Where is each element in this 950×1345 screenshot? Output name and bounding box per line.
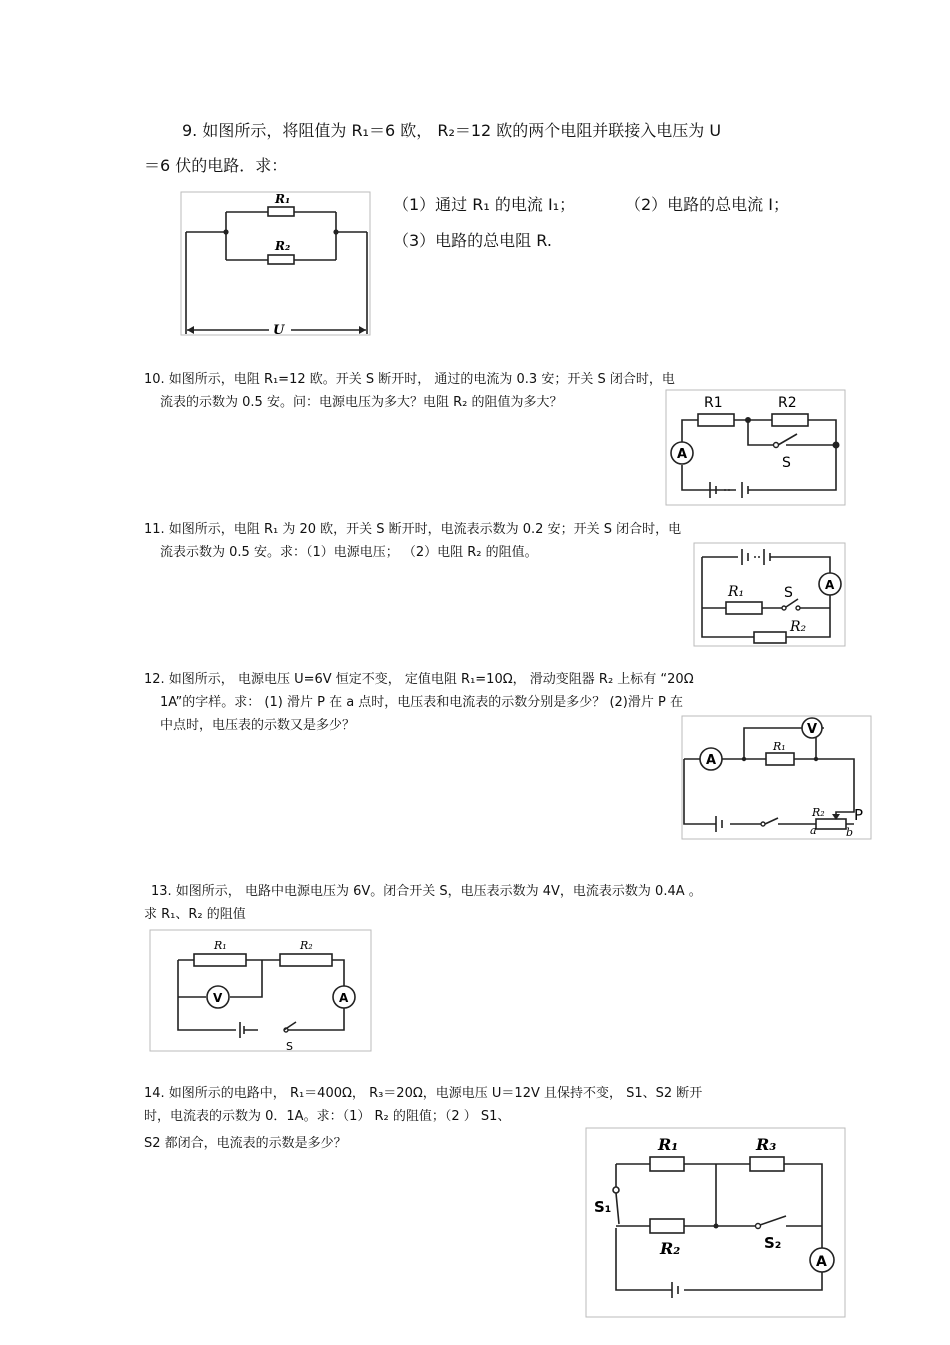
- q12-line3: 中点时，电压表的示数又是多少？: [160, 718, 356, 733]
- q13-ammeter-label: A: [339, 991, 349, 1005]
- q12-ammeter-label: A: [706, 753, 717, 768]
- q9-sub3: （3）电路的总电阻 R.: [393, 231, 552, 250]
- q13-label-s: S: [286, 1040, 293, 1053]
- q14-line2: 时，电流表的示数为 0．1A。求：（1） R₂ 的阻值；（2 ） S1、: [144, 1109, 511, 1124]
- q14-label-r3: R₃: [756, 1135, 777, 1154]
- q11-label-r2: R₂: [790, 619, 807, 635]
- q14-label-s1: S₁: [594, 1198, 612, 1216]
- q10-circuit-diagram: [666, 390, 846, 506]
- q14-label-r2: R₂: [660, 1239, 681, 1258]
- q14-label-s2: S₂: [764, 1234, 782, 1252]
- q10-label-s: S: [782, 455, 791, 471]
- q14-label-r1: R₁: [658, 1135, 679, 1154]
- q11-line2: 流表示数为 0.5 安。求：（1）电源电压； （2）电阻 R₂ 的阻值。: [160, 545, 538, 560]
- q9-sub2: （2）电路的总电流 I；: [625, 195, 789, 214]
- q14-line3: S2 都闭合，电流表的示数是多少？: [144, 1136, 347, 1151]
- q14-line1: 14. 如图所示的电路中， R₁＝400Ω， R₃＝20Ω，电源电压 U＝12V 且保持不变， S1、S2 断开: [144, 1086, 703, 1101]
- q13-line2: 求 R₁、R₂ 的阻值: [144, 907, 246, 922]
- q11-label-r1: R₁: [728, 584, 745, 600]
- q12-label-b: b: [846, 826, 854, 839]
- q12-label-r1: R₁: [773, 740, 786, 753]
- q12-label-a: a: [810, 824, 817, 837]
- q11-line1: 11. 如图所示，电阻 R₁ 为 20 欧，开关 S 断开时，电流表示数为 0.2 安；开关 S 闭合时，电: [144, 522, 682, 537]
- q13-label-r1: R₁: [214, 939, 227, 952]
- q10-label-r2: R2: [778, 395, 797, 411]
- q13-voltmeter-label: V: [213, 991, 223, 1005]
- q11-ammeter-label: A: [825, 578, 835, 592]
- q9-circuit-diagram: [181, 192, 371, 336]
- q12-line1: 12. 如图所示， 电源电压 U=6V 恒定不变， 定值电阻 R₁=10Ω， 滑动变阻器 R₂ 上标有 “20Ω: [144, 672, 694, 687]
- q9-line1: 9. 如图所示，将阻值为 R₁＝6 欧， R₂＝12 欧的两个电阻并联接入电压为 U: [182, 121, 722, 140]
- q10-line2: 流表的示数为 0.5 安。问：电源电压为多大？电阻 R₂ 的阻值为多大？: [160, 395, 563, 410]
- q10-ammeter-label: A: [677, 447, 688, 462]
- q12-label-r2: R₂: [812, 806, 825, 819]
- q9-sub1: （1）通过 R₁ 的电流 I₁；: [393, 195, 576, 214]
- q12-voltmeter-label: V: [807, 722, 818, 737]
- q14-circuit-diagram: [586, 1128, 846, 1318]
- q13-circuit-diagram: [150, 930, 372, 1052]
- q13-line1: 13. 如图所示， 电路中电源电压为 6V。闭合开关 S，电压表示数为 4V，电流表示数为 0.4A 。: [151, 884, 702, 899]
- q14-ammeter-label: A: [816, 1254, 827, 1270]
- q9-label-u: U: [273, 323, 285, 338]
- q12-circuit-diagram: [682, 716, 872, 840]
- q10-line1: 10. 如图所示，电阻 R₁=12 欧。开关 S 断开时， 通过的电流为 0.3 安；开关 S 闭合时，电: [144, 372, 675, 387]
- q9-line2: ＝6 伏的电路．求：: [144, 156, 288, 175]
- q12-line2: 1A”的字样。求： (1) 滑片 P 在 a 点时，电压表和电流表的示数分别是多少？ (2)滑片 P 在: [160, 695, 683, 710]
- q9-label-r2: R₂: [275, 239, 291, 253]
- q11-label-s: S: [784, 585, 793, 601]
- q9-label-r1: R₁: [275, 192, 291, 206]
- q10-label-r1: R1: [704, 395, 723, 411]
- q11-circuit-diagram: [694, 543, 846, 647]
- q12-label-p: P: [854, 806, 864, 824]
- q13-label-r2: R₂: [300, 939, 313, 952]
